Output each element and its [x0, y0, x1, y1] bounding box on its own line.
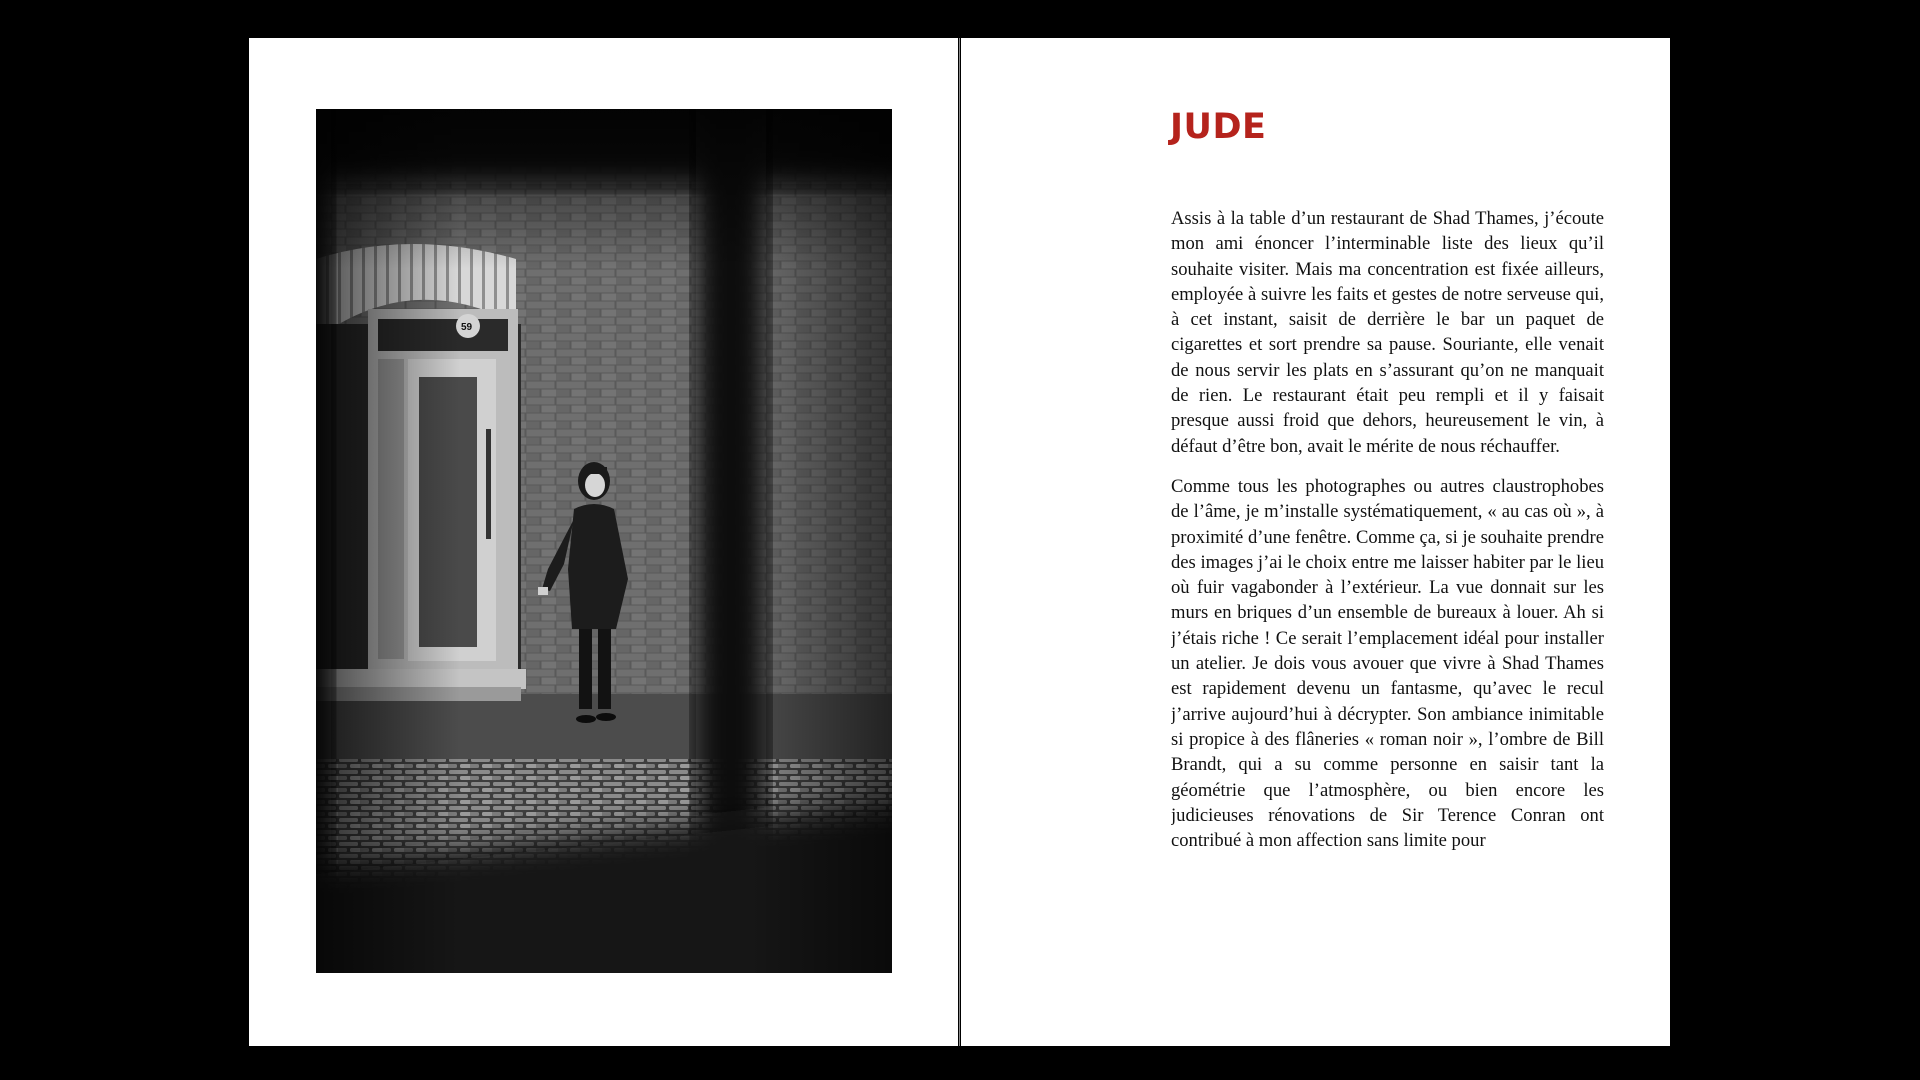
chapter-title: JUDE [1170, 107, 1267, 147]
photograph [316, 109, 892, 973]
paragraph-2: Comme tous les photographes ou autres claustrophobes de l’âme, je m’installe systématiquement, « au cas où », à proximité d’une fenêtre. Comme ça, si je souhaite prendre des images j’ai le choix entre me laisser habiter par le lieu où fuir vagabonder à l’extérieur. La vue donnait sur les murs en briques d’un ensemble de bureaux à louer. Ah si j’étais riche ! Ce serait l’emplacement idéal pour installer un atelier. Je dois vous avouer que vivre à Shad Thames est rapidement devenu un fantasme, qu’avec le recul j’arrive aujourd’hui à décrypter. Son ambiance inimitable si propice à des flâneries « roman noir », l’ombre de Bill Brandt, qui a su comme personne en saisir tant la géométrie que l’atmosphère, ou bien encore les judicieuses rénovations de Sir Terence Conran ont contribué à mon affection sans limite pour [1171, 475, 1604, 852]
photograph-scene [316, 109, 892, 973]
book-spine [959, 38, 960, 1046]
chapter-body [1171, 206, 1604, 996]
left-page [249, 38, 958, 1046]
right-page [961, 38, 1670, 1046]
paragraph-1: Assis à la table d’un restaurant de Shad Thames, j’écoute mon ami énoncer l’interminable liste des lieux qu’il souhaite visiter. Mais ma concentration est fixée ailleurs, employée à suivre les faits et gestes de notre serveuse qui, à cet instant, saisit de derrière le bar un paquet de cigarettes et sort prendre sa pause. Souriante, elle venait de nous servir les plats en s’assurant qu’on ne manquait de rien. Le restaurant était peu rempli et il y faisait presque aussi froid que dehors, heureusement le vin, à défaut d’être bon, avait le mérite de nous réchauffer. [1171, 208, 1604, 457]
